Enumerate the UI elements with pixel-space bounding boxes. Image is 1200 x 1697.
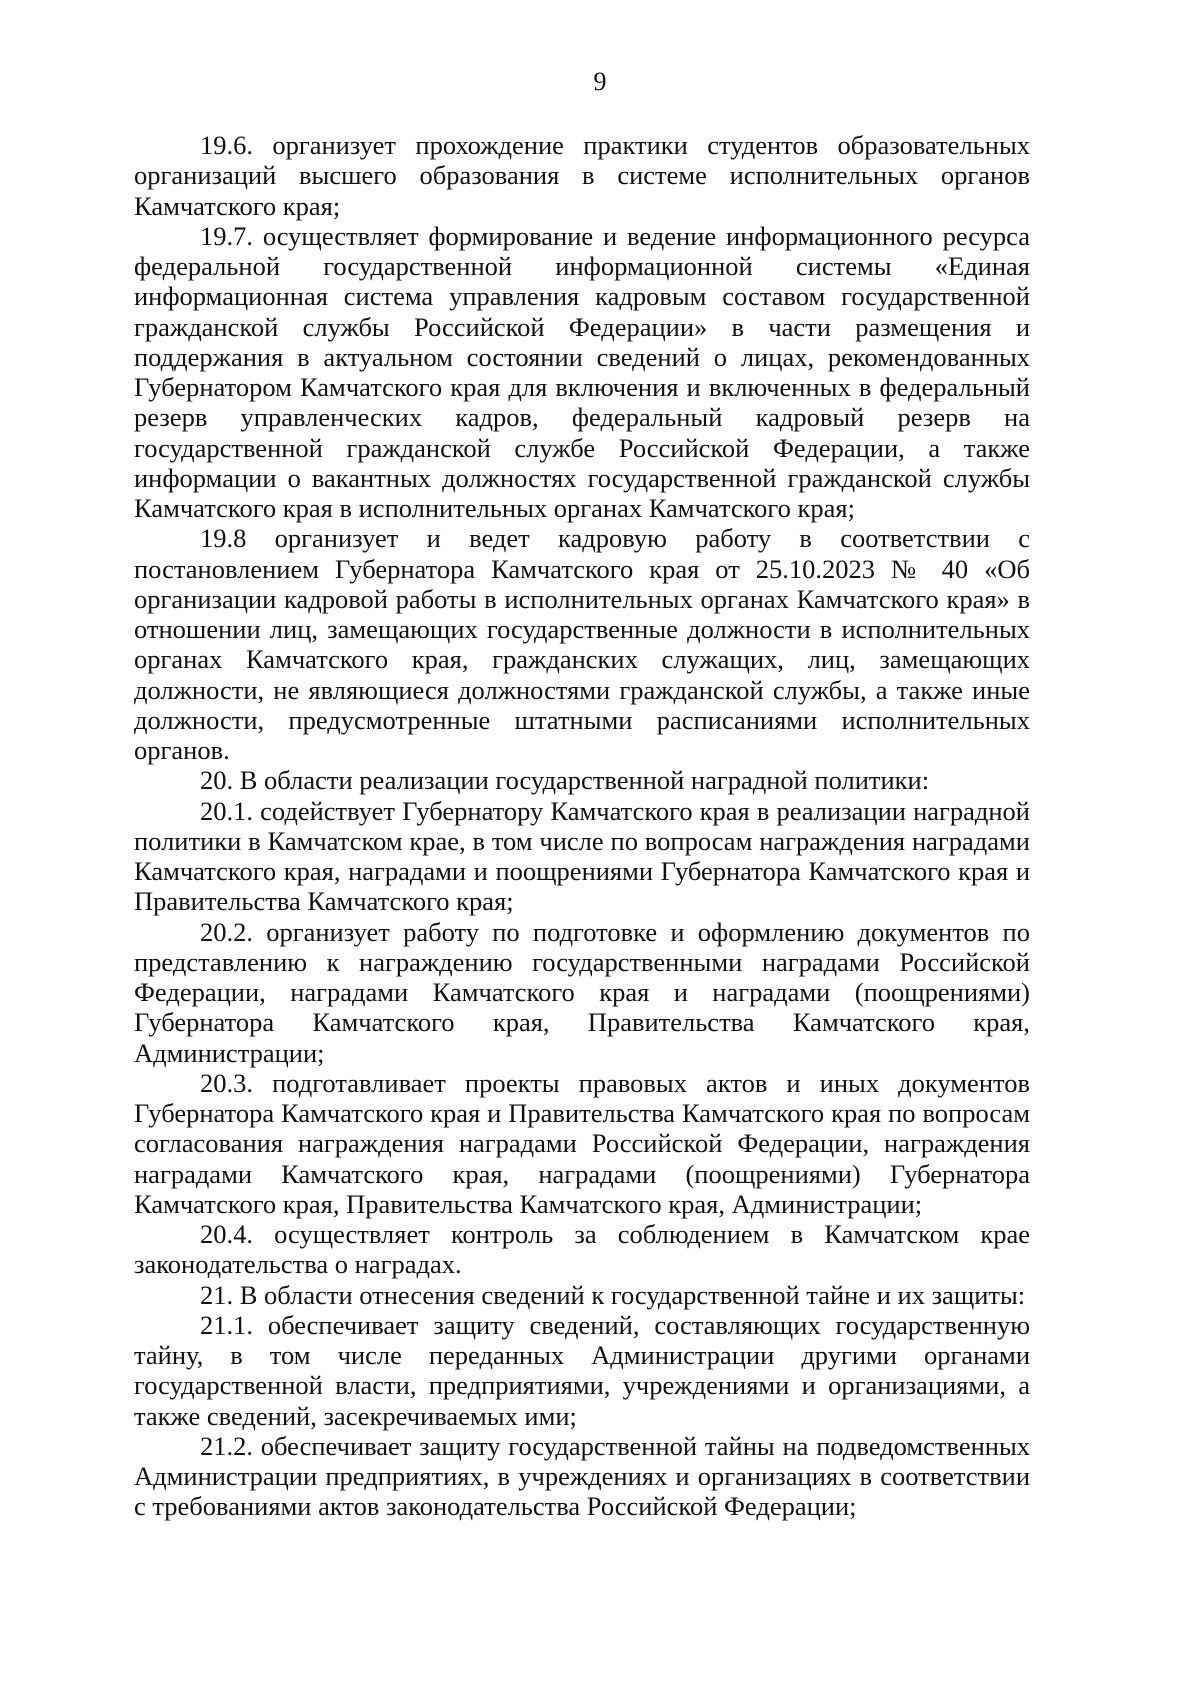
paragraph-19-8: 19.8 организует и ведет кадровую работу в соответствии с постановлением Губернатора Камчатского края от 25.10.2023 № 40 «Об организации кадровой работы в исполнительных органах Камчатского края» в отношении лиц, замещающих государственные должности в исполнительных органах Камчатского края, гражданских служащих, лиц, замещающих должности, не являющиеся должностями гражданской службы, а также иные должности, предусмотренные штатными расписаниями исполнительных органов. [134, 523, 1030, 765]
paragraph-20-heading: 20. В области реализации государственной наградной политики: [200, 765, 930, 796]
paragraph-20-1: 20.1. содействует Губернатору Камчатского края в реализации наградной политики в Камчатском крае, в том числе по вопросам награждения наградами Камчатского края, наградами и поощрениями Губернатора Камчатского края и Правительства Камчатского края; [134, 795, 1030, 917]
paragraph-21-1: 21.1. обеспечивает защиту сведений, составляющих государственную тайну, в том числе переданных Администрации другими органами государственной власти, предприятиями, учреждениями и организациями, а также сведений, засекречиваемых ими; [134, 1309, 1030, 1431]
paragraph-20-2: 20.2. организует работу по подготовке и оформлению документов по представлению к награждению государственными наградами Российской Федерации, наградами Камчатского края и наградами (поощрениями) Губернатора Камчатского края, Правительства Камчатского края, Администрации; [134, 916, 1030, 1068]
paragraph-21-2: 21.2. обеспечивает защиту государственной тайны на подведомственных Администрации предприятиях, в учреждениях и организациях в соответствии с требованиями актов законодательства Российской Федерации; [134, 1430, 1030, 1522]
paragraph-20-4: 20.4. осуществляет контроль за соблюдением в Камчатском крае законодательства о наградах. [134, 1219, 1030, 1280]
page-number: 9 [593, 67, 607, 96]
paragraph-21-heading: 21. В области отнесения сведений к государственной тайне и их защиты: [200, 1279, 1026, 1310]
paragraph-20-3: 20.3. подготавливает проекты правовых актов и иных документов Губернатора Камчатского края и Правительства Камчатского края по вопросам согласования награждения наградами Российской Федерации, награждения наградами Камчатского края, наградами (поощрениями) Губернатора Камчатского края, Правительства Камчатского края, Администрации; [134, 1067, 1030, 1219]
paragraph-19-6: 19.6. организует прохождение практики студентов образовательных организаций высшего образования в системе исполнительных органов Камчатского края; [134, 130, 1030, 221]
paragraph-19-7: 19.7. осуществляет формирование и ведение информационного ресурса федеральной государственной информационной системы «Единая информационная система управления кадровым составом государственной гражданской службы Российской Федерации» в части размещения и поддержания в актуальном состоянии сведений о лицах, рекомендованных Губернатором Камчатского края для включения и включенных в федеральный резерв управленческих кадров, федеральный кадровый резерв на государственной гражданской службе Российской Федерации, а также информации о вакантных должностях государственной гражданской службы Камчатского края в исполнительных органах Камчатского края; [134, 220, 1030, 523]
document-body [134, 130, 1030, 1522]
